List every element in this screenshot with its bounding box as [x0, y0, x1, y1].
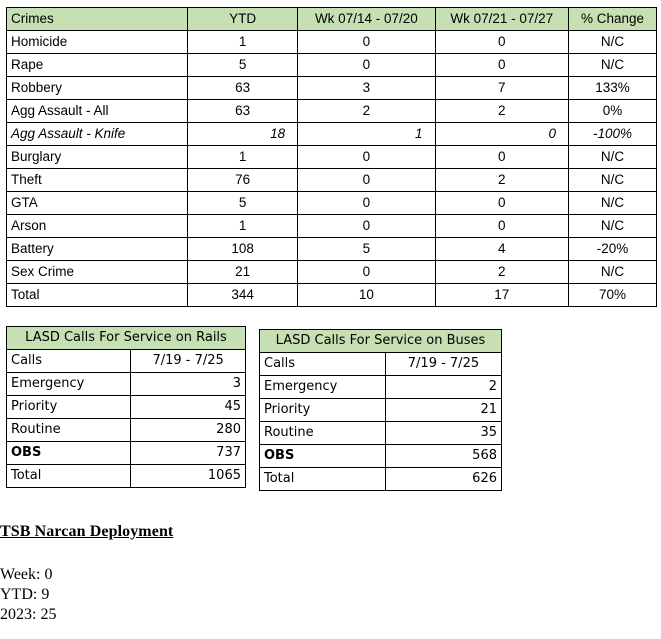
crime-week-1: 10 [298, 284, 435, 307]
crime-ytd: 63 [188, 77, 298, 100]
crime-week-2: 0 [435, 54, 569, 77]
table-row [7, 192, 657, 215]
buses-call-count: 568 [385, 445, 501, 468]
rails-call-count: 3 [131, 373, 246, 396]
crime-name: Battery [7, 238, 188, 261]
table-row [7, 54, 657, 77]
rails-call-count: 45 [131, 396, 246, 419]
crime-week-1: 1 [298, 123, 435, 146]
crime-week-1: 0 [298, 261, 435, 284]
table-row [7, 238, 657, 261]
rails-call-count: 737 [131, 442, 246, 465]
table-row [7, 31, 657, 54]
rails-call-type: Emergency [7, 373, 131, 396]
crime-week-2: 2 [435, 100, 569, 123]
crime-change: 133% [569, 77, 657, 100]
header-crimes: Crimes [7, 8, 188, 31]
table-row [260, 376, 502, 399]
table-row [7, 396, 246, 419]
table-row [7, 100, 657, 123]
crime-week-2: 2 [435, 169, 569, 192]
crime-ytd: 63 [188, 100, 298, 123]
header-ytd: YTD [188, 8, 298, 31]
crime-week-2: 7 [435, 77, 569, 100]
narcan-ytd: YTD: 9 [0, 586, 50, 603]
crime-change: N/C [569, 261, 657, 284]
table-row [7, 77, 657, 100]
crime-week-2: 0 [435, 192, 569, 215]
narcan-2023: 2023: 25 [0, 606, 57, 623]
crime-change: N/C [569, 192, 657, 215]
crime-ytd: 76 [188, 169, 298, 192]
crime-week-1: 0 [298, 31, 435, 54]
crime-change: 0% [569, 100, 657, 123]
rails-call-count: 1065 [131, 465, 246, 488]
crime-name: Burglary [7, 146, 188, 169]
crime-week-1: 0 [298, 192, 435, 215]
crime-ytd: 108 [188, 238, 298, 261]
table-row-total [7, 284, 657, 307]
crime-name: GTA [7, 192, 188, 215]
buses-header-period: 7/19 - 7/25 [385, 353, 501, 376]
table-row [7, 123, 657, 146]
crime-name: Agg Assault - All [7, 100, 188, 123]
rails-call-count: 280 [131, 419, 246, 442]
crime-ytd: 1 [188, 31, 298, 54]
buses-table-title: LASD Calls For Service on Buses [260, 330, 502, 353]
crime-week-2: 17 [435, 284, 569, 307]
buses-call-type: Routine [260, 422, 386, 445]
crime-ytd: 1 [188, 215, 298, 238]
rails-call-type: Routine [7, 419, 131, 442]
crime-week-1: 3 [298, 77, 435, 100]
table-row [7, 215, 657, 238]
crime-name: Arson [7, 215, 188, 238]
crime-change: N/C [569, 31, 657, 54]
crime-week-1: 2 [298, 100, 435, 123]
crime-week-2: 4 [435, 238, 569, 261]
rails-call-type: OBS [7, 442, 131, 465]
rails-header-row [7, 350, 246, 373]
crime-change: 70% [569, 284, 657, 307]
narcan-week: Week: 0 [0, 566, 53, 583]
crime-ytd: 18 [188, 123, 298, 146]
buses-header-label: Calls [260, 353, 386, 376]
crime-name: Theft [7, 169, 188, 192]
crime-ytd: 5 [188, 192, 298, 215]
buses-call-type: Total [260, 468, 386, 491]
crime-week-2: 0 [435, 146, 569, 169]
crime-name: Rape [7, 54, 188, 77]
table-row [260, 399, 502, 422]
header-percent-change: % Change [569, 8, 657, 31]
table-row [260, 445, 502, 468]
table-row-total [7, 465, 246, 488]
rails-table-title: LASD Calls For Service on Rails [7, 327, 246, 350]
crime-change: N/C [569, 146, 657, 169]
crime-ytd: 1 [188, 146, 298, 169]
table-row [7, 169, 657, 192]
crime-week-1: 0 [298, 146, 435, 169]
buses-call-count: 35 [385, 422, 501, 445]
crime-week-1: 5 [298, 238, 435, 261]
crime-change: -100% [569, 123, 657, 146]
buses-calls-table [259, 329, 502, 491]
table-row [260, 422, 502, 445]
table-row [7, 261, 657, 284]
narcan-section-title: TSB Narcan Deployment [0, 523, 174, 540]
crime-week-2: 0 [435, 31, 569, 54]
table-row [7, 373, 246, 396]
crime-change: N/C [569, 169, 657, 192]
buses-header-row [260, 353, 502, 376]
rails-calls-table [6, 326, 246, 488]
buses-title-row [260, 330, 502, 353]
table-row [7, 146, 657, 169]
buses-call-count: 2 [385, 376, 501, 399]
crime-name: Homicide [7, 31, 188, 54]
crime-week-1: 0 [298, 54, 435, 77]
crime-change: N/C [569, 215, 657, 238]
crime-ytd: 21 [188, 261, 298, 284]
crime-name: Agg Assault - Knife [7, 123, 188, 146]
crime-week-1: 0 [298, 169, 435, 192]
crime-week-2: 2 [435, 261, 569, 284]
crime-week-2: 0 [435, 123, 569, 146]
crime-change: N/C [569, 54, 657, 77]
crime-table-header-row [7, 8, 657, 31]
header-week-1: Wk 07/14 - 07/20 [298, 8, 435, 31]
crime-name: Total [7, 284, 188, 307]
buses-call-type: OBS [260, 445, 386, 468]
crime-week-1: 0 [298, 215, 435, 238]
crime-ytd: 5 [188, 54, 298, 77]
rails-call-type: Total [7, 465, 131, 488]
crime-name: Sex Crime [7, 261, 188, 284]
header-week-2: Wk 07/21 - 07/27 [435, 8, 569, 31]
buses-call-count: 21 [385, 399, 501, 422]
crime-ytd: 344 [188, 284, 298, 307]
buses-call-count: 626 [385, 468, 501, 491]
buses-call-type: Emergency [260, 376, 386, 399]
crime-week-2: 0 [435, 215, 569, 238]
crime-change: -20% [569, 238, 657, 261]
rails-header-label: Calls [7, 350, 131, 373]
table-row-total [260, 468, 502, 491]
table-row [7, 419, 246, 442]
rails-title-row [7, 327, 246, 350]
rails-call-type: Priority [7, 396, 131, 419]
buses-call-type: Priority [260, 399, 386, 422]
crime-statistics-table [6, 7, 657, 307]
crime-name: Robbery [7, 77, 188, 100]
rails-header-period: 7/19 - 7/25 [131, 350, 246, 373]
table-row [7, 442, 246, 465]
